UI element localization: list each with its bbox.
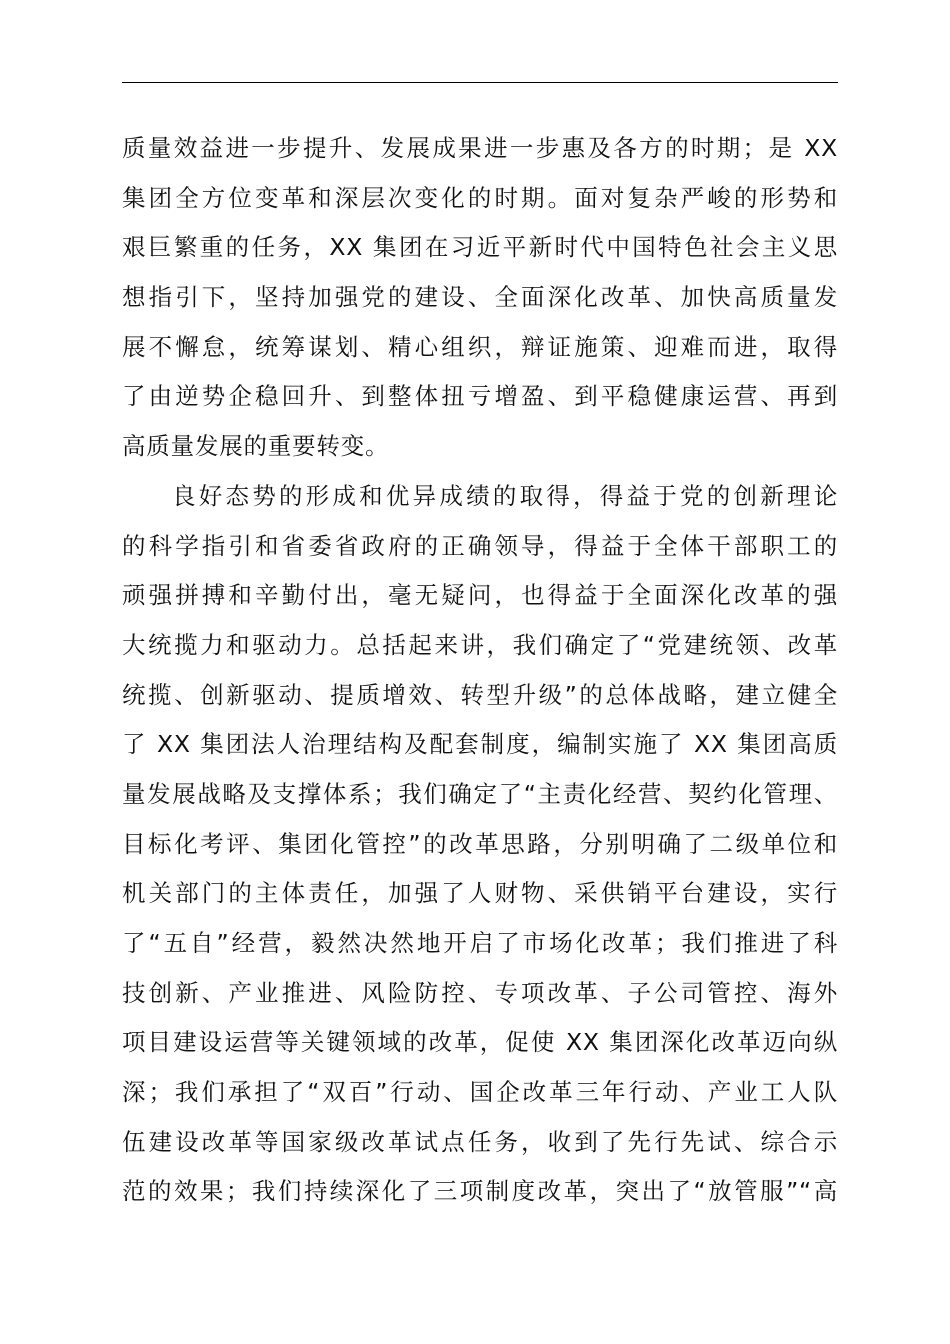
- paragraph-1-line-6: 了由逆势企稳回升、到整体扭亏增盈、到平稳健康运营、再到: [122, 382, 838, 411]
- body-text: [122, 124, 838, 1217]
- paragraph-2-line-6: 了 XX 集团法人治理结构及配套制度，编制实施了 XX 集团高质: [122, 730, 838, 759]
- paragraph-2-line-7: 量发展战略及支撑体系；我们确定了“主责化经营、契约化管理、: [122, 779, 838, 808]
- paragraph-2-line-13: 深；我们承担了“双百”行动、国企改革三年行动、产业工人队: [122, 1078, 838, 1107]
- paragraph-1-line-5: 展不懈怠，统筹谋划、精心组织，辩证施策、迎难而进，取得: [122, 332, 838, 361]
- paragraph-2-line-9: 机关部门的主体责任，加强了人财物、采供销平台建设，实行: [122, 879, 838, 908]
- paragraph-2-line-8: 目标化考评、集团化管控”的改革思路，分别明确了二级单位和: [122, 829, 838, 858]
- paragraph-2-line-3: 顽强拼搏和辛勤付出，毫无疑问，也得益于全面深化改革的强: [122, 581, 838, 610]
- paragraph-2-line-14: 伍建设改革等国家级改革试点任务，收到了先行先试、综合示: [122, 1127, 838, 1156]
- paragraph-2-line-5: 统揽、创新驱动、提质增效、转型升级”的总体战略，建立健全: [122, 680, 838, 709]
- paragraph-2-line-2: 的科学指引和省委省政府的正确领导，得益于全体干部职工的: [122, 531, 838, 560]
- paragraph-2-line-11: 技创新、产业推进、风险防控、专项改革、子公司管控、海外: [122, 978, 838, 1007]
- paragraph-2-line-15: 范的效果；我们持续深化了三项制度改革，突出了“放管服”“高: [122, 1177, 838, 1206]
- paragraph-2-line-10: 了“五自”经营，毅然决然地开启了市场化改革；我们推进了科: [122, 929, 838, 957]
- paragraph-1-line-7: 高质量发展的重要转变。: [122, 432, 390, 461]
- paragraph-2-line-4: 大统揽力和驱动力。总括起来讲，我们确定了“党建统领、改革: [122, 630, 838, 659]
- paragraph-1-line-1: 质量效益进一步提升、发展成果进一步惠及各方的时期；是 XX: [122, 134, 838, 162]
- paragraph-2-line-12: 项目建设运营等关键领域的改革，促使 XX 集团深化改革迈向纵: [122, 1028, 838, 1057]
- paragraph-1-line-2: 集团全方位变革和深层次变化的时期。面对复杂严峻的形势和: [122, 183, 838, 212]
- paragraph-1-line-3: 艰巨繁重的任务，XX 集团在习近平新时代中国特色社会主义思: [122, 233, 838, 262]
- paragraph-2-line-1: 良好态势的形成和优异成绩的取得，得益于党的创新理论: [172, 481, 838, 510]
- header-rule: [122, 82, 838, 83]
- paragraph-1-line-4: 想指引下，坚持加强党的建设、全面深化改革、加快高质量发: [122, 283, 838, 312]
